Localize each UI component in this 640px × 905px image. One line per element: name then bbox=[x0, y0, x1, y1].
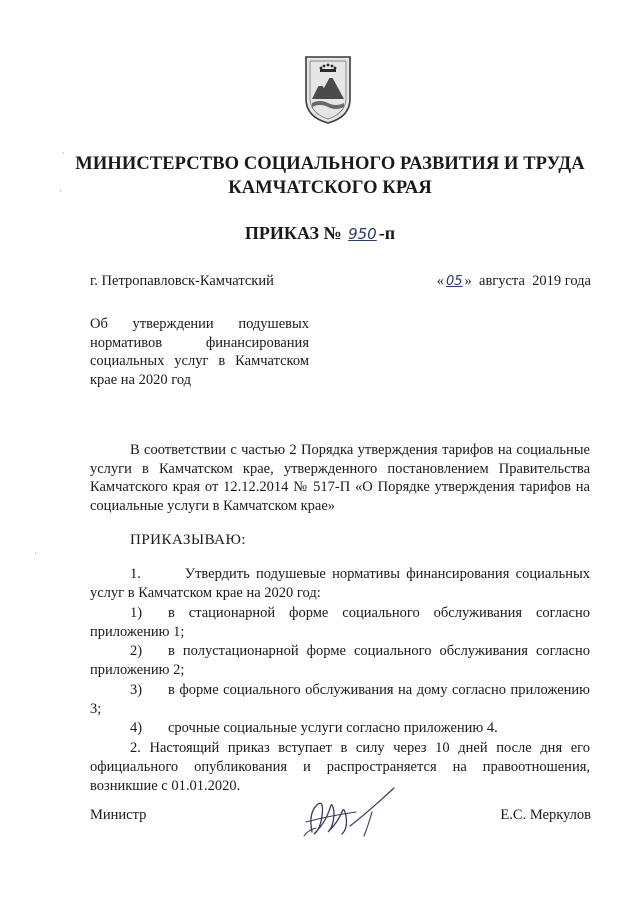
scan-speck: ' bbox=[60, 188, 62, 198]
date-day: 05 bbox=[445, 274, 463, 289]
item-1-text: Утвердить подушевые нормативы финансирования социальных услуг в Камчатском крае на 2020 год: bbox=[90, 566, 591, 602]
order-prefix: ПРИКАЗ № bbox=[244, 223, 342, 243]
ministry-line-2: КАМЧАТСКОГО КРАЯ bbox=[228, 178, 432, 198]
scan-speck: · bbox=[34, 548, 37, 558]
subitem-3 bbox=[90, 681, 590, 720]
date-quote-close: » bbox=[464, 273, 472, 289]
date-month-year: августа 2019 года bbox=[471, 273, 591, 289]
subitem-1 bbox=[90, 604, 590, 643]
legal-basis-paragraph: В соответствии с частью 2 Порядка утверждения тарифов на социальные услуги в Камчатском крае, утвержденного постановлением Правительства Камчатского края от 12.12.2014 № 517-П «О Порядке утверждения тарифов на социальные услуги в Камчатском крае» bbox=[90, 442, 590, 515]
subitem-4 bbox=[90, 719, 590, 738]
item-1 bbox=[90, 565, 590, 604]
subitem-3-text: в форме социального обслуживания на дому согласно приложению 3; bbox=[90, 681, 590, 718]
signatory-position: Министр bbox=[90, 807, 147, 823]
subitem-1-text: в стационарной форме социального обслуживания согласно приложению 1; bbox=[90, 604, 590, 640]
ministry-line-1: МИНИСТЕРСТВО СОЦИАЛЬНОГО РАЗВИТИЯ И ТРУДА bbox=[75, 154, 585, 174]
subitem-4-number: 4) bbox=[130, 720, 143, 737]
order-items bbox=[90, 565, 590, 797]
date-quote-open: « bbox=[436, 273, 444, 289]
subitem-2-number: 2) bbox=[130, 643, 143, 660]
subitem-3-number: 3) bbox=[130, 681, 143, 698]
scan-speck: · bbox=[62, 148, 65, 158]
signatory-name: Е.С. Меркулов bbox=[500, 807, 591, 823]
ministry-heading bbox=[60, 152, 600, 200]
item-2: 2. Настоящий приказ вступает в силу через 10 дней после дня его официального опубликования и распространяется на правоотношения, возникшие с 01.01.2020. bbox=[90, 739, 590, 795]
subitem-4-text: срочные социальные услуги согласно приложению 4. bbox=[168, 720, 498, 737]
order-directive-heading: ПРИКАЗЫВАЮ: bbox=[130, 532, 247, 548]
order-date bbox=[437, 273, 591, 290]
order-subject: Об утверждении подушевых нормативов финансирования социальных услуг в Камчатском крае на 2020 год bbox=[90, 316, 309, 388]
subitem-2-text: в полустационарной форме социального обслуживания согласно приложению 2; bbox=[90, 643, 590, 679]
order-suffix: -п bbox=[378, 223, 396, 243]
item-1-number: 1. bbox=[130, 566, 141, 582]
handwritten-signature bbox=[298, 782, 408, 842]
kamchatka-coat-of-arms-icon bbox=[304, 55, 352, 125]
order-title bbox=[0, 223, 640, 244]
place-of-issue: г. Петропавловск-Камчатский bbox=[90, 273, 274, 289]
subitem-2 bbox=[90, 642, 590, 681]
order-number: 950 bbox=[348, 225, 377, 243]
subitem-1-number: 1) bbox=[130, 604, 143, 621]
